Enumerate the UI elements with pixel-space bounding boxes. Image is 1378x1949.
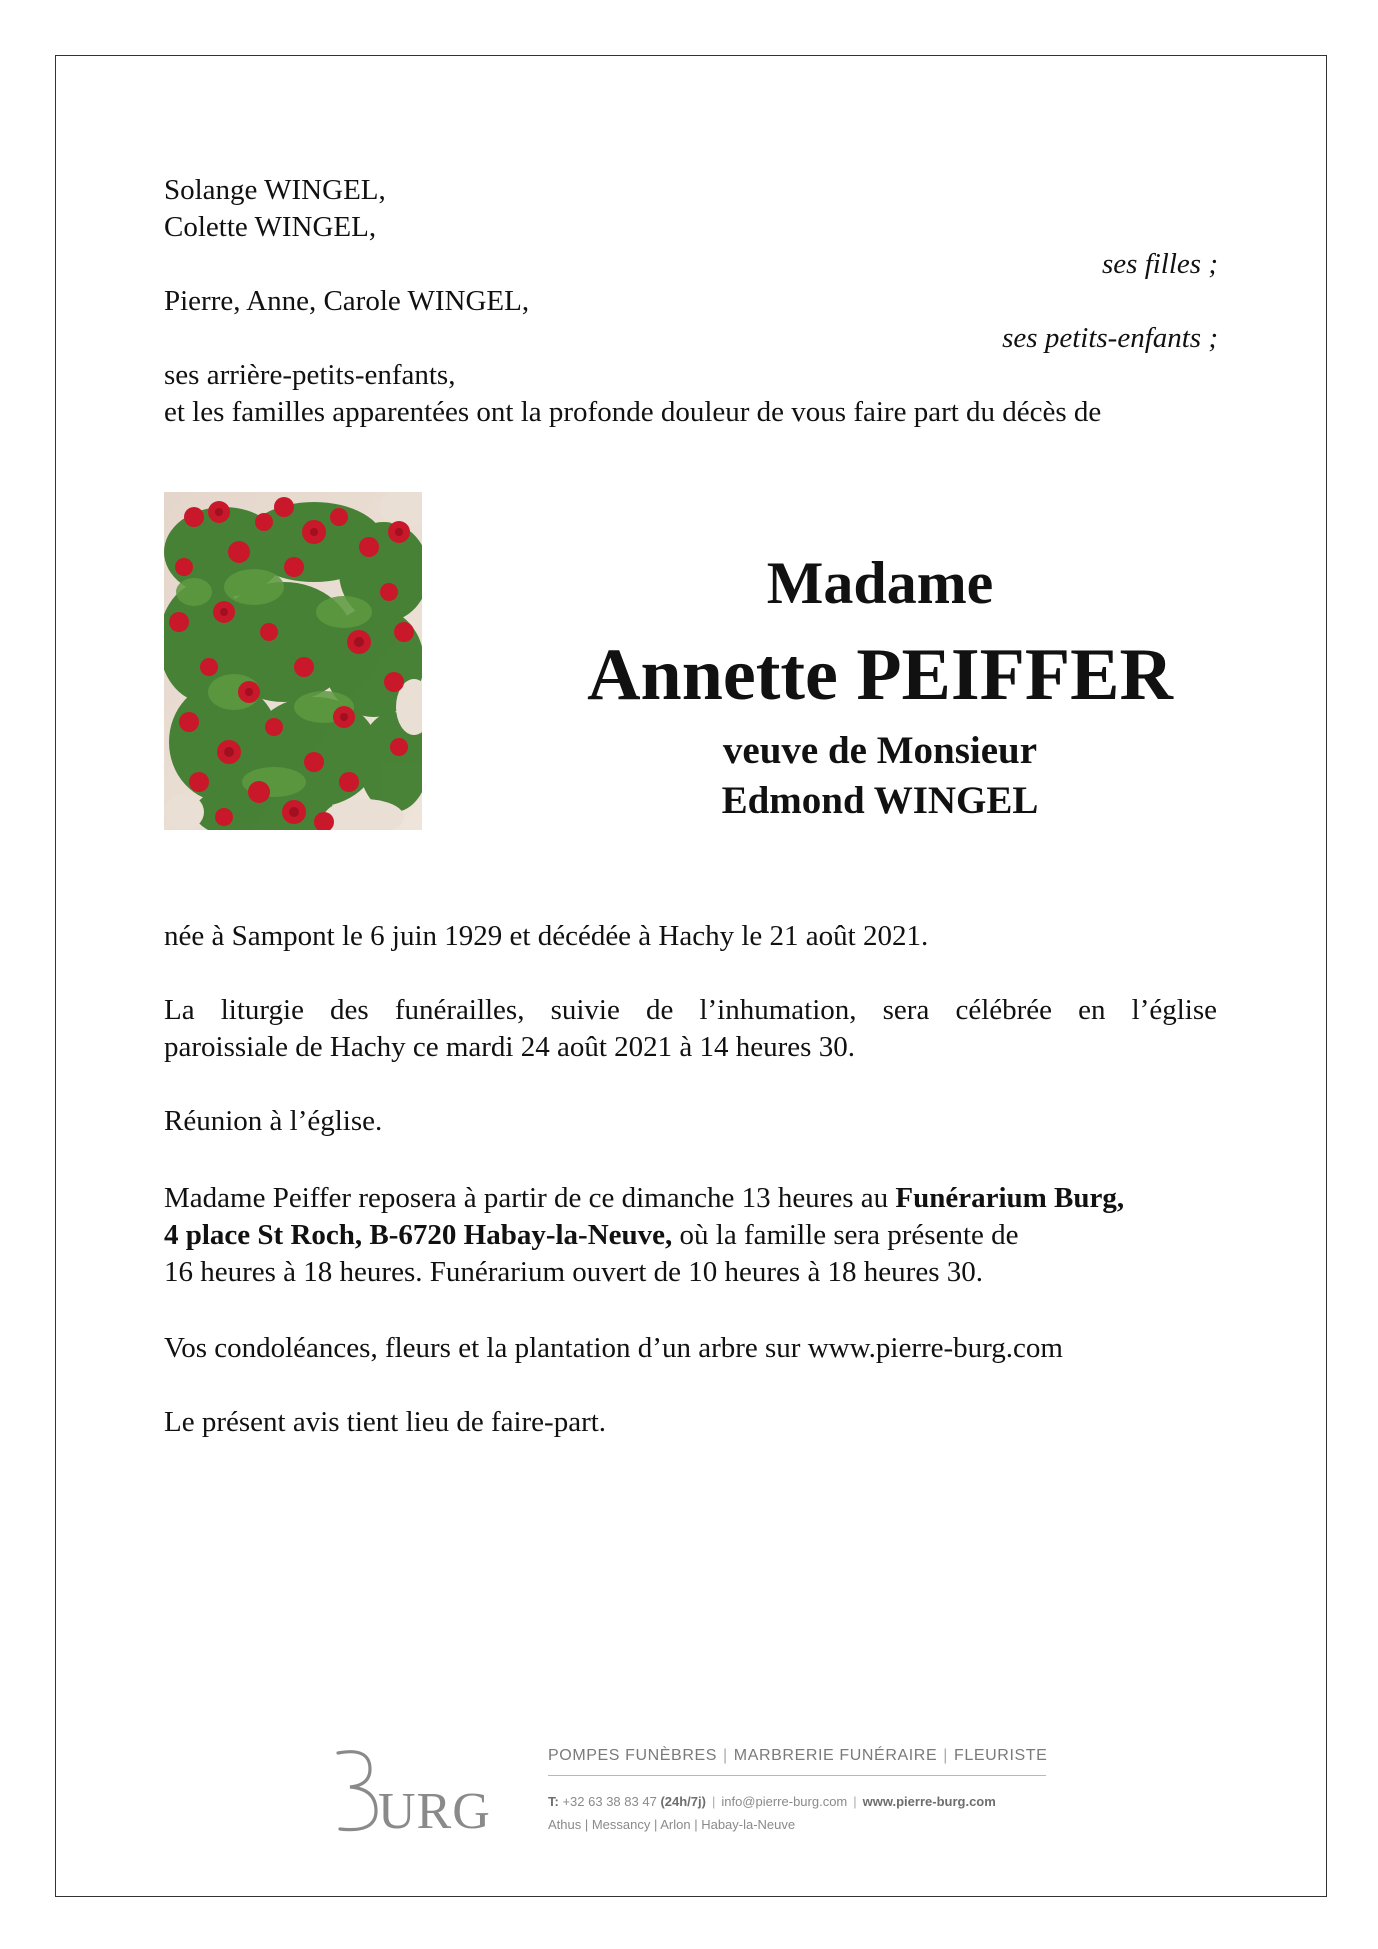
funerarium-address: 4 place St Roch, B-6720 Habay-la-Neuve, (164, 1219, 673, 1251)
roses-photo (164, 492, 422, 830)
phone-number[interactable]: +32 63 38 83 47 (562, 1794, 657, 1809)
role-grandchildren: ses petits-enfants ; (1002, 322, 1218, 354)
family-line-colette: Colette WINGEL, (164, 211, 377, 243)
notice-text: Le présent avis tient lieu de faire-part. (164, 1406, 607, 1438)
liturgy-line-2: paroissiale de Hachy ce mardi 24 août 2021 à 14 heures 30. (164, 1031, 855, 1063)
burg-logo (332, 1745, 502, 1835)
deceased-name: Annette PEIFFER (587, 634, 1173, 716)
rest-line-2 (164, 1217, 1019, 1253)
rest-text-d: où la famille sera présente de (672, 1219, 1019, 1251)
funerarium-name: Funérarium Burg, (895, 1182, 1125, 1214)
family-line-announcement: et les familles apparentées ont la profonde douleur de vous faire part du décès de (164, 396, 1102, 428)
rest-line-3: 16 heures à 18 heures. Funérarium ouvert de 10 heures à 18 heures 30. (164, 1256, 983, 1288)
svg-text:URG: URG (378, 1783, 491, 1835)
service-funeral: POMPES FUNÈBRES (548, 1747, 718, 1764)
phone-label: T: (548, 1794, 559, 1809)
liturgy-line-1: La liturgie des funérailles, suivie de l’inhumation, sera célébrée en l’église (164, 994, 1217, 1026)
family-line-grandchildren: Pierre, Anne, Carole WINGEL, (164, 285, 530, 317)
email-link[interactable]: info@pierre-burg.com (721, 1794, 848, 1809)
widow-of-line: veuve de Monsieur (722, 729, 1038, 772)
footer-services: POMPES FUNÈBRES | MARBRERIE FUNÉRAIRE | FLEURISTE (548, 1747, 1048, 1764)
phone-hours: (24h/7j) (660, 1794, 706, 1809)
service-marble: MARBRERIE FUNÉRAIRE (733, 1747, 938, 1764)
role-daughters: ses filles ; (1102, 248, 1218, 280)
website-link[interactable]: www.pierre-burg.com (862, 1794, 996, 1809)
spouse-name: Edmond WINGEL (721, 779, 1039, 822)
condolences-text: Vos condoléances, fleurs et la plantation d’un arbre sur www.pierre-burg.com (164, 1332, 1063, 1364)
footer-cities: Athus | Messancy | Arlon | Habay-la-Neuve (548, 1817, 796, 1832)
footer-divider (548, 1775, 1046, 1776)
meeting-text: Réunion à l’église. (164, 1105, 383, 1137)
deceased-title: Madame (766, 550, 994, 616)
rest-text-a: Madame Peiffer reposera à partir de ce dimanche 13 heures au (164, 1182, 896, 1214)
footer-contact: T: +32 63 38 83 47 (24h/7j) | info@pierre-burg.com | www.pierre-burg.com (548, 1794, 996, 1809)
rest-line-1 (164, 1180, 1124, 1216)
service-florist: FLEURISTE (954, 1747, 1048, 1764)
birth-death-text: née à Sampont le 6 juin 1929 et décédée à Hachy le 21 août 2021. (164, 920, 929, 952)
family-line-great-grandchildren: ses arrière-petits-enfants, (164, 359, 456, 391)
family-line-solange: Solange WINGEL, (164, 174, 386, 206)
